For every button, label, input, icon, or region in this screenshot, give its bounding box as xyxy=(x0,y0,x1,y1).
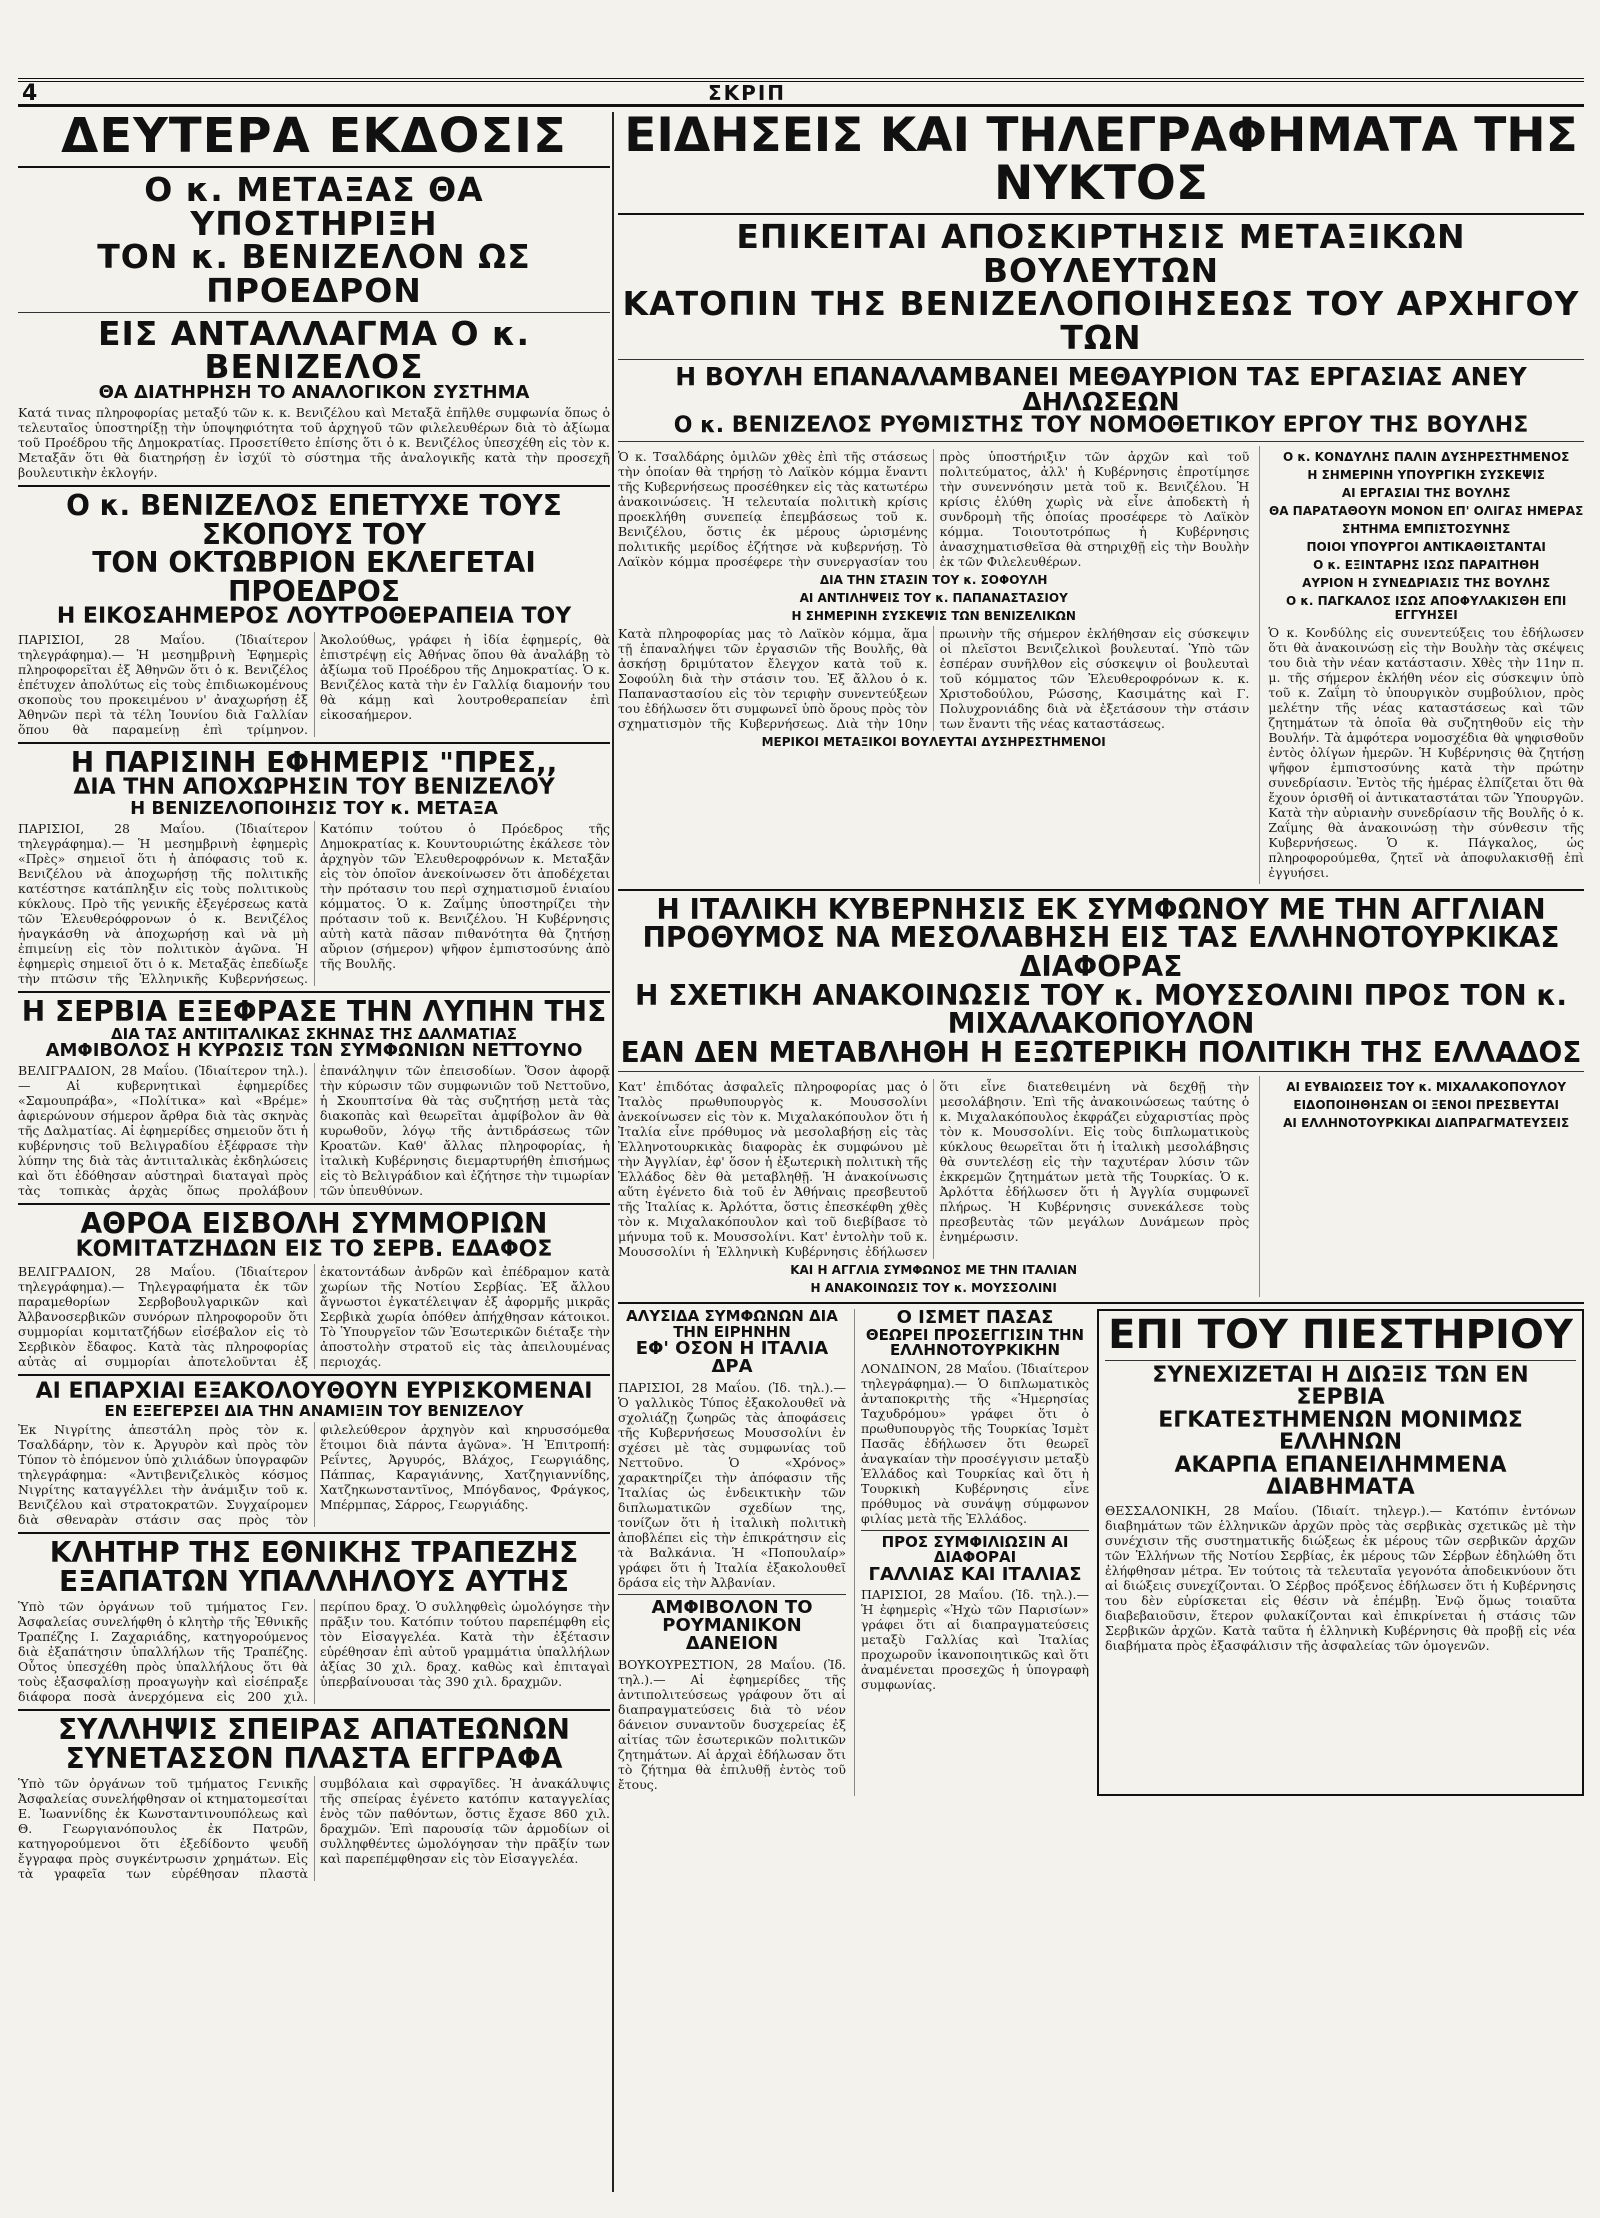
article-body: Κατ' ἐπιδότας ἀσφαλεῖς πληροφορίας μας ὁ Ἰταλὸς πρωθυπουργὸς κ. Μουσσολίνι ἀνεκοίνωσεν εἰς τὸν κ. Μιχαλακόπουλον ὅτι ἡ Ἰταλία εἶνε πρόθυμος νὰ μεσολαβήσῃ εἰς τὰς Ἑλληνοτουρκικὰς διαφορὰς ἐκ συμφώνου μὲ τὴν Ἀγγλίαν, ἐφ' ὅσον ἡ ἐξωτερικὴ πολιτικὴ τῆς Ἑλλάδος δὲν θὰ μεταβληθῇ. Ἡ ἀνακοίνωσις αὕτη ἐγένετο διὰ τοῦ ἐν Ἀθήναις πρεσβευτοῦ τῆς Ἰταλίας κ. Ἀρλόττα, ὅστις ἐπεσκέφθη χθὲς τὸν κ. Μιχαλακόπουλον καὶ τοῦ διεβίβασε τὸ μήνυμα τοῦ κ. Μουσσολίνι. Κατ' ἐντολὴν τοῦ κ. Μουσσολίνι ἡ Ἑλληνικὴ Κυβέρνησις ἐδήλωσεν ὅτι εἶνε διατεθειμένη νὰ δεχθῇ τὴν μεσολάβησιν. Ἐπὶ τῆς ἀνακοινώσεως ταύτης ὁ κ. Μιχαλακόπουλος ἐκφράζει εὐχαριστίας πρὸς τὸν κ. Μουσσολίνι. Εἰς τοὺς διπλωματικοὺς κύκλους θεωρεῖται ὅτι ἡ ἰταλικὴ μεσολάβησις θὰ συντελέσῃ εἰς τὴν ταχυτέραν λύσιν τῶν ἐκκρεμῶν ζητημάτων μετὰ τῆς Τουρκίας. Ὁ κ. Ἀρλόττα ἐδήλωσεν ὅτι ἡ Ἀγγλία συμφωνεῖ πλήρως. Ἡ Κυβέρνησις συνεκάλεσε τοὺς πρεσβευτὰς τῶν μεγάλων Δυνάμεων πρὸς ἐνημέρωσιν. xyxy=(618,1079,1250,1260)
article-headline: ΕΙΣ ΑΝΤΑΛΛΑΓΜΑ Ο κ. ΒΕΝΙΖΕΛΟΣ xyxy=(97,313,531,387)
article-headline: ΚΛΗΤΗΡ ΤΗΣ ΕΘΝΙΚΗΣ ΤΡΑΠΕΖΗΣ xyxy=(49,1536,579,1570)
article-subheadline: ΕΝ ΕΞΕΓΕΡΣΕΙ ΔΙΑ ΤΗΝ ΑΝΑΜΙΞΙΝ ΤΟΥ ΒΕΝΙΖΕΛΟΥ xyxy=(104,1401,524,1420)
section-subheading: Ο κ. ΚΟΝΔΥΛΗΣ ΠΑΛΙΝ ΔΥΣΗΡΕΣΤΗΜΕΝΟΣ xyxy=(1282,449,1570,464)
article-headline: ΑΙ ΕΠΑΡΧΙΑΙ ΕΞΑΚΟΛΟΥΘΟΥΝ ΕΥΡΙΣΚΟΜΕΝΑΙ xyxy=(35,1379,593,1405)
article-headline: Η ΣΧΕΤΙΚΗ ΑΝΑΚΟΙΝΩΣΙΣ ΤΟΥ κ. ΜΟΥΣΣΟΛΙΝΙ ΠΡΟΣ ΤΟΝ κ. ΜΙΧΑΛΑΚΟΠΟΥΛΟΝ xyxy=(635,978,1567,1041)
article-body: ΠΑΡΙΣΙΟΙ, 28 Μαΐου. (Ἰδ. τηλ.).— Ὁ γαλλικὸς Τύπος ἐξακολουθεῖ νὰ σχολιάζῃ ζωηρῶς τὰς ἀποφάσεις τῆς Κυβερνήσεως Μουσσολίνι ἐν σχέσει μὲ τὰς συμφωνίας τοῦ Νεττοῦνο. Ὁ «Χρόνος» χαρακτηρίζει τὴν ἀπόφασιν τῆς Ἰταλίας ὡς ἐνδεικτικὴν τῶν διπλωματικῶν σχεδίων της, τονίζων ὅτι ἡ ἰταλικὴ πολιτικὴ ἀποβλέπει εἰς τὴν ἐπικράτησιν εἰς τὰ Βαλκάνια. Ἡ «Ποπουλαίρ» γράφει ὅτι ἡ Ἰταλία ἐξακολουθεῖ δράσα εἰς τὴν Ἀλβανίαν. xyxy=(618,1379,846,1590)
article-subheadline: ΕΞΑΠΑΤΩΝ ΥΠΑΛΛΗΛΟΥΣ ΑΥΤΗΣ xyxy=(58,1564,570,1598)
article-headline: ΑΘΡΟΑ ΕΙΣΒΟΛΗ ΣΥΜΜΟΡΙΩΝ xyxy=(80,1207,548,1241)
article-subheadline: Η ΕΙΚΟΣΑΗΜΕΡΟΣ ΛΟΥΤΡΟΘΕΡΑΠΕΙΑ ΤΟΥ xyxy=(56,604,572,630)
section-subheading: ΕΙΔΟΠΟΙΗΘΗΣΑΝ ΟΙ ΞΕΝΟΙ ΠΡΕΣΒΕΥΤΑΙ xyxy=(1293,1098,1559,1113)
section-subheading: ΠΟΙΟΙ ΥΠΟΥΡΓΟΙ ΑΝΤΙΚΑΘΙΣΤΑΝΤΑΙ xyxy=(1306,539,1546,554)
edition-title: ΔΕΥΤΕΡΑ ΕΚΔΟΣΙΣ xyxy=(61,108,567,164)
article-body: Ὑπὸ τῶν ὀργάνων τοῦ τμήματος Γενικῆς Ἀσφαλείας συνελήφθησαν οἱ κτηματομεσίται Ε. Ἰωαννίδης ἐκ Κωνσταντινουπόλεως καὶ Θ. Γεωργιανόπουλος ἐκ Πατρῶν, κατηγορούμενοι ὅτι ἐξεδίδοντο ψευδῆ ἔγγραφα πρὸς συγκέντρωσιν χρημάτων. Εἰς τὰ γραφεῖα των εὑρέθησαν πλαστὰ συμβόλαια καὶ σφραγῖδες. Ἡ ἀνακάλυψις τῆς σπείρας ἐγένετο κατόπιν καταγγελίας ἑνὸς τῶν παθόντων, ὅστις ἔχασε 860 χιλ. δραχμῶν. Ἐπὶ παρουσίᾳ τῶν ἀρμοδίων οἱ συλληφθέντες ὡμολόγησαν τὴν πρᾶξίν των καὶ παρεπέμφθησαν εἰς τὸν Εἰσαγγελέα. xyxy=(18,1776,610,1882)
left-column xyxy=(18,108,610,1885)
article-body: Ὁ κ. Τσαλδάρης ὁμιλῶν χθὲς ἐπὶ τῆς στάσεως τὴν ὁποίαν θὰ τηρήσῃ τὸ Λαϊκὸν κόμμα ἔναντι τῆς Κυβερνήσεως προσέθηκεν εἰς τὰς κατωτέρω ἀνακοινώσεις. Ἡ τελευταία πολιτικὴ κρίσις προεκλήθη συνεπείᾳ ἐπεμβάσεως τοῦ κ. Βενιζέλου, ὅστις ἐκ μέρους ὡρισμένης πολιτικῆς μερίδος ἐζήτησε νὰ κυβερνήσῃ. Τὸ Λαϊκὸν κόμμα προσέφερε τὴν συνεργασίαν του πρὸς ὑποστήριξιν τῶν ἀρχῶν καὶ τοῦ πολιτεύματος, ἀλλ' ἡ Κυβέρνησις ἐπροτίμησε τὴν συνεννόησιν μετὰ τοῦ κ. Βενιζέλου. Ἡ κρίσις ἐλύθη χωρὶς νὰ εἶνε ἀποδεκτὴ ἡ συνδρομὴ τῆς ὁποίας προσέφερε τὸ Λαϊκὸν κόμμα. Τοιουτοτρόπως ἡ Κυβέρνησις ἀνασχηματισθεῖσα θὰ στηριχθῇ εἰς τὴν Βουλὴν ἐκ τῶν Φιλελευθέρων. xyxy=(618,448,1250,569)
section-subheading: ΘΑ ΠΑΡΑΤΑΘΟΥΝ ΜΟΝΟΝ ΕΠ' ΟΛΙΓΑΣ ΗΜΕΡΑΣ xyxy=(1269,503,1584,518)
article-subheadline: ΕΓΚΑΤΕΣΤΗΜΕΝΩΝ ΜΟΝΙΜΩΣ ΕΛΛΗΝΩΝ xyxy=(1158,1407,1523,1456)
article-body: ΛΟΝΔΙΝΟΝ, 28 Μαΐου. (Ἰδιαίτερον τηλεγράφημα).— Ὁ διπλωματικὸς ἀνταποκριτὴς τῆς «Ἡμερησίας Ταχυδρόμου» γράφει ὅτι ὁ πρωθυπουργὸς τῆς Τουρκίας Ἰσμὲτ Πασᾶς ἐδήλωσεν ὅτι θεωρεῖ ἀναγκαίαν τὴν προσέγγισιν μεταξὺ Ἑλλάδος καὶ Τουρκίας καὶ ὅτι ἡ Τουρκικὴ Κυβέρνησις εἶνε πρόθυμος νὰ συνάψῃ σύμφωνον φιλίας μετὰ τῆς Ἑλλάδος. xyxy=(861,1361,1089,1527)
article-headline: Ο κ. ΜΕΤΑΞΑΣ ΘΑ ΥΠΟΣΤΗΡΙΞΗ xyxy=(144,169,484,243)
bottom-left-block xyxy=(618,1309,1089,1795)
section-banner: ΕΙΔΗΣΕΙΣ ΚΑΙ ΤΗΛΕΓΡΑΦΗΜΑΤΑ ΤΗΣ ΝΥΚΤΟΣ xyxy=(624,108,1578,211)
article-headline: ΣΥΛΛΗΨΙΣ ΣΠΕΙΡΑΣ ΑΠΑΤΕΩΝΩΝ xyxy=(58,1713,570,1747)
article-headline: ΚΑΤΟΠΙΝ ΤΗΣ ΒΕΝΙΖΕΛΟΠΟΙΗΣΕΩΣ ΤΟΥ ΑΡΧΗΓΟΥ ΤΩΝ xyxy=(622,284,1580,357)
article-subheadline: ΚΟΜΙΤΑΤΖΗΔΩΝ ΕΙΣ ΤΟ ΣΕΡΒ. ΕΔΑΦΟΣ xyxy=(75,1236,553,1262)
article-headline: Ο κ. ΒΕΝΙΖΕΛΟΣ ΕΠΕΤΥΧΕ ΤΟΥΣ ΣΚΟΠΟΥΣ ΤΟΥ xyxy=(66,489,562,551)
section-subheading: ΑΙ ΕΛΛΗΝΟΤΟΥΡΚΙΚΑΙ ΔΙΑΠΡΑΓΜΑΤΕΥΣΕΙΣ xyxy=(1283,1116,1570,1131)
article-headline: ΠΡΟΘΥΜΟΣ ΝΑ ΜΕΣΟΛΑΒΗΣΗ ΕΙΣ ΤΑΣ ΕΛΛΗΝΟΤΟΥΡΚΙΚΑΣ ΔΙΑΦΟΡΑΣ xyxy=(642,921,1560,984)
article-headline: ΤΟΝ ΟΚΤΩΒΡΙΟΝ ΕΚΛΕΓΕΤΑΙ ΠΡΟΕΔΡΟΣ xyxy=(92,546,536,608)
section-subheading: ΑΙ ΕΡΓΑΣΙΑΙ ΤΗΣ ΒΟΥΛΗΣ xyxy=(1341,485,1511,500)
section-subheading: Ο κ. ΠΑΓΚΑΛΟΣ ΙΣΩΣ ΑΠΟΦΥΛΑΚΙΣΘΗ ΕΠΙ ΕΓΓΥΗΣΕΙ xyxy=(1285,593,1567,622)
article-subheadline: ΣΥΝΕΤΑΣΣΟΝ ΠΛΑΣΤΑ ΕΓΓΡΑΦΑ xyxy=(65,1741,563,1775)
section-subheading: ΚΑΙ Η ΑΓΓΛΙΑ ΣΥΜΦΩΝΟΣ ΜΕ ΤΗΝ ΙΤΑΛΙΑΝ xyxy=(790,1263,1078,1278)
article-subheadline: Η ΒΟΥΛΗ ΕΠΑΝΑΛΑΜΒΑΝΕΙ ΜΕΘΑΥΡΙΟΝ ΤΑΣ ΕΡΓΑΣΙΑΣ ΑΝΕΥ ΔΗΛΩΣΕΩΝ xyxy=(675,361,1527,416)
article-subheadline: ΣΥΝΕΧΙΖΕΤΑΙ Η ΔΙΩΞΙΣ ΤΩΝ ΕΝ ΣΕΡΒΙΑ xyxy=(1152,1363,1529,1411)
section-subheading: Ο κ. ΕΞΙΝΤΑΡΗΣ ΙΣΩΣ ΠΑΡΑΙΤΗΘΗ xyxy=(1313,557,1540,572)
press-box xyxy=(1097,1309,1584,1795)
article-body: ΠΑΡΙΣΙΟΙ, 28 Μαΐου. (Ἰδιαίτερον τηλεγράφημα).— Ἡ μεσημβρινὴ ἐφημερὶς «Πρὲς» σημειοῖ ὅτι ἡ ἀπόφασις τοῦ κ. Βενιζέλου νὰ ἀποχωρήσῃ τῆς πολιτικῆς κατέστησε κατάπληξιν εἰς τοὺς πολιτικοὺς κύκλους. Πρὸ τῆς γενικῆς ἐξεγέρσεως κατὰ τῶν Ἐλευθερόφρονων ὁ κ. Βενιζέλος ἠναγκάσθη νὰ ἀποχωρήσῃ καὶ νὰ μὴ ἐπιμείνῃ εἰς τὸν πολιτικὸν ἀγῶνα. Ἡ ἐφημερὶς σημειοῖ ὅτι ὁ κ. Μεταξᾶς ἐπεδίωξε τὴν πτῶσιν τῆς Ἑλληνικῆς Κυβερνήσεως. Κατόπιν τούτου ὁ Πρόεδρος τῆς Δημοκρατίας κ. Κουντουριώτης ἐκάλεσε τὸν ἀρχηγὸν τῶν Ἐλευθεροφρόνων κ. Μεταξᾶν εἰς τὸν ὁποῖον ἀνεκοίνωσεν ὅτι ἀποδέχεται τὴν πρότασιν του περὶ σχηματισμοῦ ἑνιαίου κόμματος. Ὁ κ. Ζαΐμης ὑποστηρίζει τὴν πρότασιν τοῦ κ. Βενιζέλου. Ἡ Κυβέρνησις αὐτὴ κατὰ πᾶσαν πιθανότητα θὰ ζητήσῃ αὔριον (σήμερον) ψῆφον ἐμπιστοσύνης ἀπὸ τῆς Βουλῆς. xyxy=(18,821,610,987)
article-headline: ΤΟΝ κ. ΒΕΝΙΖΕΛΟΝ ΩΣ ΠΡΟΕΔΡΟΝ xyxy=(97,237,531,310)
article-headline: ΑΜΦΙΒΟΛΟΝ ΤΟ ΡΟΥΜΑΝΙΚΟΝ ΔΑΝΕΙΟΝ xyxy=(651,1596,813,1655)
article-body: Ὑπὸ τῶν ὀργάνων τοῦ τμήματος Γεν. Ἀσφαλείας συνελήφθη ὁ κλητὴρ τῆς Ἐθνικῆς Τραπέζης Ι. Ζαχαριάδης, κατηγορούμενος διὰ ἐξαπάτησιν ὑπαλλήλων τῆς Τραπέζης. Οὗτος ὑπεσχέθη πρὸς ὑπαλλήλους ὅτι θὰ τοὺς ἐξασφαλίσῃ προαγωγὴν καὶ εἰσέπραξε διάφορα ποσὰ ἀνερχόμενα εἰς 200 χιλ. περίπου δραχ. Ὁ συλληφθεὶς ὡμολόγησε τὴν πρᾶξιν του. Κατόπιν τούτου παρεπέμφθη εἰς τὸν Εἰσαγγελέα. Κατὰ τὴν ἐξέτασιν εὑρέθησαν ἐπὶ αὐτοῦ γραμμάτια ὑπαλλήλων ἀξίας 30 χιλ. δραχ. καθὼς καὶ ἐπιταγαὶ ὑπερβαίνουσαι τὰς 390 χιλ. δραχμῶν. xyxy=(18,1599,610,1705)
italy-article-main xyxy=(618,1076,1249,1297)
section-subheading: ΜΕΡΙΚΟΙ ΜΕΤΑΞΙΚΟΙ ΒΟΥΛΕΥΤΑΙ ΔΥΣΗΡΕΣΤΗΜΕΝΟΙ xyxy=(761,734,1106,749)
masthead xyxy=(18,78,1584,107)
article-subheadline: Η ΒΕΝΙΖΕΛΟΠΟΙΗΣΙΣ ΤΟΥ κ. ΜΕΤΑΞΑ xyxy=(130,797,498,819)
article-subheadline: ΑΚΑΡΠΑ ΕΠΑΝΕΙΛΗΜΜΕΝΑ ΔΙΑΒΗΜΑΤΑ xyxy=(1174,1452,1507,1501)
right-column xyxy=(618,108,1584,1796)
article-headline: Η ΙΤΑΛΙΚΗ ΚΥΒΕΡΝΗΣΙΣ ΕΚ ΣΥΜΦΩΝΟΥ ΜΕ ΤΗΝ ΑΓΓΛΙΑΝ xyxy=(656,892,1546,926)
section-subheading: Η ΑΝΑΚΟΙΝΩΣΙΣ ΤΟΥ κ. ΜΟΥΣΣΟΛΙΝΙ xyxy=(810,1281,1057,1296)
article-subheadline: ΔΙΑ ΤΗΝ ΑΠΟΧΩΡΗΣΙΝ ΤΟΥ ΒΕΝΙΖΕΛΟΥ xyxy=(73,775,555,801)
article-subheadline: ΑΜΦΙΒΟΛΟΣ Η ΚΥΡΩΣΙΣ ΤΩΝ ΣΥΜΦΩΝΙΩΝ ΝΕΤΤΟΥΝΟ xyxy=(45,1040,583,1062)
news-item xyxy=(854,1309,1089,1795)
article-subheadline: ΘΑ ΔΙΑΤΗΡΗΣΗ ΤΟ ΑΝΑΛΟΓΙΚΟΝ ΣΥΣΤΗΜΑ xyxy=(98,381,530,403)
article-body: ΠΑΡΙΣΙΟΙ, 28 Μαΐου. (Ἰδ. τηλ.).— Ἡ ἐφημερὶς «Ἠχὼ τῶν Παρισίων» γράφει ὅτι αἱ διαπραγματεύσεις μεταξὺ Γαλλίας καὶ Ἰταλίας προχωροῦν ἱκανοποιητικῶς καὶ ὅτι ἀναμένεται προσεχῶς ἡ ὑπογραφὴ συμφωνίας. xyxy=(861,1587,1089,1693)
section-subheading: ΑΙ ΕΥΒΑΙΩΣΕΙΣ ΤΟΥ κ. ΜΙΧΑΛΑΚΟΠΟΥΛΟΥ xyxy=(1286,1080,1567,1095)
section-subheading: Η ΣΗΜΕΡΙΝΗ ΣΥΣΚΕΨΙΣ ΤΩΝ ΒΕΝΙΖΕΛΙΚΩΝ xyxy=(791,608,1076,623)
section-subheading: Η ΣΗΜΕΡΙΝΗ ΥΠΟΥΡΓΙΚΗ ΣΥΣΚΕΨΙΣ xyxy=(1307,467,1545,482)
article-body: Κατὰ πληροφορίας μας τὸ Λαϊκὸν κόμμα, ἅμα τῇ ἐπαναλήψει τῶν ἐργασιῶν τῆς Βουλῆς, θὰ ἀσκήσῃ δριμύτατον ἔλεγχον κατὰ τοῦ κ. Σοφούλη διὰ τὴν στάσιν του. Ἐξ ἄλλου ὁ κ. Παπαναστασίου εἰς τὸν τεριφὴν συνεντεύξεων του ἐδήλωσεν ὅτι συμφωνεῖ ὑπὸ ὅρους πρὸς τὸν σχηματισμὸν τῆς Κυβερνήσεως. Διὰ τὴν 10ην πρωινὴν τῆς σήμερον ἐκλήθησαν εἰς σύσκεψιν οἱ πλεῖστοι Βενιζελικοὶ βουλευταί. Ὑπὸ τῶν ἐσπέραν συνῆλθον εἰς σύσκεψιν οἱ βουλευταὶ τοῦ κόμματος τῶν Ἐλευθεροφρόνων κ. κ. Χριστοδούλου, Ρώσσης, Κασιμάτης καὶ Γ. Πολυχρονιάδης διὰ νὰ ἐξετάσουν τὴν στάσιν των ἔναντι τῆς νέας καταστάσεως. xyxy=(618,625,1250,731)
italy-article-block xyxy=(618,1076,1584,1297)
article-body: ΘΕΣΣΑΛΟΝΙΚΗ, 28 Μαΐου. (Ἰδιαίτ. τηλεγρ.).— Κατόπιν ἐντόνων διαβημάτων τῶν ἑλληνικῶν ἀρχῶν πρὸς τὰς σερβικὰς σχετικῶς μὲ τὴν συνέχισιν τῆς συστηματικῆς διώξεως ἐκ μέρους τῶν σερβικῶν ἀρχῶν τῶν Ἑλλήνων τῆς Νοτίου Σερβίας, ἐκ μέρους τῶν Σέρβων ἐδηλώθη ὅτι ἐλήφθησαν μέτρα. Ἐν τούτοις τὰ τελευταῖα γεγονότα ἀποδεικνύουν ὅτι αἱ διώξεις συνεχίζονται. Ὁ Σέρβος πρόξενος ἐδήλωσεν ὅτι ἡ Κυβέρνησις του δὲν εὑρίσκεται εἰς θέσιν νὰ ἐπέμβῃ. Ἐνῷ ὅμως τοιαῦτα διαβεβαιοῦσιν, ἕτερον φυλακίζονται καὶ ἐπικρίνεται ἡ στάσις τῶν Σερβικῶν ἀρχῶν. Κατὰ ταῦτα ἡ ἑλληνικὴ Κυβέρνησις θὰ προβῇ εἰς νέα διαβήματα πρὸς ἐξασφάλισιν τῆς ἀσφαλείας τῶν ὁμογενῶν. xyxy=(1105,1502,1576,1653)
article-headline: ΑΛΥΣΙΔΑ ΣΥΜΦΩΝΩΝ ΔΙΑ ΤΗΝ ΕΙΡΗΝΗΝ xyxy=(626,1307,838,1341)
article-subheadline: Ο κ. ΒΕΝΙΖΕΛΟΣ ΡΥΘΜΙΣΤΗΣ ΤΟΥ ΝΟΜΟΘΕΤΙΚΟΥ ΕΡΓΟΥ ΤΗΣ ΒΟΥΛΗΣ xyxy=(673,412,1529,438)
article-headline: ΕΠΙΚΕΙΤΑΙ ΑΠΟΣΚΙΡΤΗΣΙΣ ΜΕΤΑΞΙΚΩΝ ΒΟΥΛΕΥΤΩΝ xyxy=(736,216,1466,290)
section-subheading: ΔΙΑ ΤΗΝ ΣΤΑΣΙΝ ΤΟΥ κ. ΣΟΦΟΥΛΗ xyxy=(819,572,1048,587)
column-divider xyxy=(612,112,614,2192)
news-item xyxy=(618,1309,846,1795)
article-headline: ΕΑΝ ΔΕΝ ΜΕΤΑΒΛΗΘΗ Η ΕΞΩΤΕΡΙΚΗ ΠΟΛΙΤΙΚΗ ΤΗΣ ΕΛΛΑΔΟΣ xyxy=(620,1035,1582,1069)
article-headline: ΠΡΟΣ ΣΥΜΦΙΛΙΩΣΙΝ ΑΙ ΔΙΑΦΟΡΑΙ xyxy=(881,1533,1069,1567)
article-subheadline: ΓΑΛΛΙΑΣ ΚΑΙ ΙΤΑΛΙΑΣ xyxy=(868,1563,1082,1585)
italy-article-side xyxy=(1259,1076,1584,1297)
article-body: Ὁ κ. Κονδύλης εἰς συνεντεύξεις του ἐδήλωσεν ὅτι θὰ ἀνακοινώσῃ εἰς τὴν Βουλὴν τὰς σκέψεις του διὰ τὴν νέαν κατάστασιν. Χθὲς τὴν 11ην π. μ. τῆς σήμερον ἐκλήθη νέον εἰς σύσκεψιν ὑπὸ τοῦ κ. Ζαΐμη τὸ ὑπουργικὸν συμβούλιον, πρὸς μελέτην τῆς νέας καταστάσεως καὶ τῶν ζητημάτων τὰ ὁποῖα θὰ συζητηθοῦν εἰς τὴν Βουλήν. Τὰ ἀμφότερα νομοσχέδια θὰ ψηφισθοῦν ἐντὸς ὀλίγων ἡμερῶν. Ἡ Κυβέρνησις θὰ ζητήσῃ ψῆφον ἐμπιστοσύνης κατὰ τὴν πρώτην συνεδρίασιν. Ἐντὸς τῆς ἡμέρας ἐλπίζεται ὅτι θὰ ἔχουν ὁρισθῆ οἱ ἀντικαταστάται τῶν Ὑπουργῶν. Κατὰ τὴν αὐριανὴν συνεδρίασιν τῆς Βουλῆς ὁ κ. Ζαΐμης θὰ ἀνακοινώσῃ τὴν σύνθεσιν τῆς Κυβερνήσεως. Ὁ κ. Πάγκαλος, ὡς πληροφορούμεθα, ζητεῖ νὰ ἀποφυλακισθῇ ἐπὶ ἐγγυήσει. xyxy=(1268,624,1584,880)
night-news-left xyxy=(618,446,1249,884)
paper-name: ΣΚΡΙΠ xyxy=(708,81,786,105)
section-subheading: ΑΙ ΑΝΤΙΛΗΨΕΙΣ ΤΟΥ κ. ΠΑΠΑΝΑΣΤΑΣΙΟΥ xyxy=(799,590,1068,605)
page-number: 4 xyxy=(22,80,38,106)
night-news-block xyxy=(618,446,1584,884)
article-subheadline: ΕΦ' ΟΣΟΝ Η ΙΤΑΛΙΑ ΔΡΑ xyxy=(635,1337,829,1378)
section-subheading: ΣΗΤΗΜΑ ΕΜΠΙΣΤΟΣΥΝΗΣ xyxy=(1342,521,1511,536)
article-headline: Η ΠΑΡΙΣΙΝΗ ΕΦΗΜΕΡΙΣ "ΠΡΕΣ,, xyxy=(70,745,558,779)
bottom-news-pair xyxy=(618,1309,1089,1795)
article-body: ΠΑΡΙΣΙΟΙ, 28 Μαΐου. (Ἰδιαίτερον τηλεγράφημα).— Ἡ μεσημβρινὴ Ἐφημερὶς πληροφορεῖται ἐξ Ἀθηνῶν ὅτι ὁ κ. Βενιζέλος ἐπέτυχεν ἀπολύτως εἰς τοὺς ἐπιδιωκομένους σκοποὺς του προκειμένου ν' ἀναχωρήσῃ ἐξ Ἀθηνῶν περὶ τὰ τέλη Ἰουνίου διὰ Γαλλίαν ὅπου θὰ παραμείνῃ ἐπὶ τρίμηνον. Ἀκολούθως, γράφει ἡ ἰδία ἐφημερίς, θὰ ἐπιστρέψῃ εἰς Ἀθήνας ὅπου θὰ ἀναλάβῃ τὸ ἀξίωμα τοῦ Προέδρου τῆς Δημοκρατίας. Ὁ κ. Βενιζέλος κατὰ τὴν ἐν Γαλλίᾳ διαμονήν του θὰ κάμῃ καὶ λουτροθεραπείαν ἐπὶ εἰκοσαήμερον. xyxy=(18,631,610,737)
article-body: ΒΕΛΙΓΡΑΔΙΟΝ, 28 Μαΐου. (Ἰδιαίτερον τηλεγράφημα).— Τηλεγραφήματα ἐκ τῶν παραμεθορίων Σερβοβουλγαρικῶν καὶ Ἀλβανοσερβικῶν συνόρων πληροφοροῦν ὅτι συμμορίαι κομιτατζήδων εἰσέβαλον εἰς τὸ Σερβικὸν ἔδαφος. Κατὰ τὰς πληροφορίας αὐτὰς αἱ συμμορίαι ἀποτελοῦνται ἐξ ἑκατοντάδων ἀνδρῶν καὶ ἐπέδραμον κατὰ χωρίων τῆς Νοτίου Σερβίας. Ἐξ ἄλλου ἄγνωστοι ἐγκατέλειψαν ἐξ ἀφορμῆς μικρᾶς Σερβικὰ χωρία ὁπόθεν ἀπήχθησαν κάτοικοι. Τὸ Ὑπουργεῖον τῶν Ἐσωτερικῶν διέταξε τὴν ἀποστολὴν στρατοῦ εἰς τὰς ἀπειλουμένας περιοχάς. xyxy=(18,1264,610,1370)
article-subheadline: ΘΕΩΡΕΙ ΠΡΟΣΕΓΓΙΣΙΝ ΤΗΝ ΕΛΛΗΝΟΤΟΥΡΚΙΚΗΝ xyxy=(865,1325,1085,1359)
bottom-section xyxy=(618,1309,1584,1795)
article-body: ΒΟΥΚΟΥΡΕΣΤΙΟΝ, 28 Μαΐου. (Ἰδ. τηλ.).— Αἱ ἐφημερίδες τῆς ἀντιπολιτεύσεως γράφουν ὅτι αἱ διαπραγματεύσεις διὰ τὸ νέον δάνειον συναντοῦν δυσχερείας ἐξ αἰτίας τῶν ἐσωτερικῶν πολιτικῶν ζητημάτων. Αἱ ἀρχαὶ ἐδήλωσαν ὅτι τὸ ζήτημα θὰ ἐπιλυθῇ ἐντὸς τοῦ ἔτους. xyxy=(618,1656,846,1792)
article-body: Κατά τινας πληροφορίας μεταξύ τῶν κ. κ. Βενιζέλου καὶ Μεταξᾶ ἐπῆλθε συμφωνία ὅπως ὁ τελευταῖος ὑποστηρίξῃ τὴν ὑποψηφιότητα τοῦ ἀρχηγοῦ τῶν φιλελευθέρων διὰ τὸ ἀξίωμα τοῦ Προέδρου τῆς Δημοκρατίας. Προσετίθετο ἐπίσης ὅτι ὁ κ. Βενιζέλος ὑπεσχέθη εἰς τὸν κ. Μεταξᾶν ὅτι θὰ διατηρήσῃ ἐν ἰσχύϊ τὸ σύστημα τῆς ἀναλογικῆς κατὰ τὴν προσεχῆ βουλευτικὴν ἐκλογήν. xyxy=(18,405,610,481)
article-body: Ἐκ Νιγρίτης ἀπεστάλη πρὸς τὸν κ. Τσαλδάρην, τὸν κ. Ἀργυρὸν καὶ πρὸς τὸν Τύπον τὸ ἑπόμενον ὑπὸ χιλιάδων ὑπογραφῶν τηλεγράφημα: «Ἀντιβενιζελικὸς κόσμος Νιγρίτης καταγγέλλει τὴν ἀνάμιξιν τοῦ κ. Βενιζέλου καὶ στρατοκρατῶν. Συγχαίρομεν διὰ σθεναρὰν στάσιν σας πρὸς τὸν φιλελεύθερον ἀρχηγὸν καὶ κηρυσσόμεθα ἕτοιμοι διὰ πάντα ἀγῶνα». Ἡ Ἐπιτροπή: Ρεΐντες, Ἀργυρός, Βλάχος, Γεωργιάδης, Πάππας, Καραγιάννης, Χατζηγιαννίδης, Χατζηκωνσταντῖνος, Μπόγδανος, Φράγκος, Μπέρμπας, Σάρρος, Γεωργιάδης. xyxy=(18,1422,610,1528)
article-headline: Ο ΙΣΜΕΤ ΠΑΣΑΣ xyxy=(896,1307,1054,1329)
night-news-right xyxy=(1259,446,1584,884)
article-body: ΒΕΛΙΓΡΑΔΙΟΝ, 28 Μαΐου. (Ἰδιαίτερον τηλ.).— Αἱ κυβερνητικαὶ ἐφημερίδες «Σαμουπράβα», «Πολίτικα» καὶ «Βρέμε» ἀφιερώνουν σήμερον ἄρθρα διὰ τὰς σκηνὰς τῆς Δαλματίας. Αἱ ἐφημερίδες σημειοῦν ὅτι ἡ κυβέρνησις τοῦ Βελιγραδίου ἐξέφρασε τὴν λύπην της διὰ τὰς ἀντιιταλικὰς ἐκδηλώσεις καὶ ὅτι ἐδόθησαν αὐστηραὶ διαταγαὶ πρὸς τὰς τοπικὰς ἀρχὰς ὅπως προλάβουν ἐπανάληψιν τῶν ἐπεισοδίων. Ὅσον ἀφορᾷ τὴν κύρωσιν τῶν συμφωνιῶν τοῦ Νεττοῦνο, ἡ Σκουπτσίνα θὰ τὰς συζητήσῃ μετὰ τὰς διακοπὰς καὶ θεωρεῖται ἀμφίβολον ἂν θὰ κυρωθοῦν, λόγῳ τῆς ἀντιδράσεως τῶν Κροατῶν. Καθ' ἄλλας πληροφορίας, ἡ ἰταλικὴ Κυβέρνησις διεμαρτυρήθη ἐπισήμως εἰς τὸ Βελιγράδιον καὶ ἐζήτησε τὴν τιμωρίαν τῶν ὑπευθύνων. xyxy=(18,1063,610,1199)
article-subheadline: ΔΙΑ ΤΑΣ ΑΝΤΙΙΤΑΛΙΚΑΣ ΣΚΗΝΑΣ ΤΗΣ ΔΑΛΜΑΤΙΑΣ xyxy=(111,1024,517,1043)
section-subheading: ΑΥΡΙΟΝ Η ΣΥΝΕΔΡΙΑΣΙΣ ΤΗΣ ΒΟΥΛΗΣ xyxy=(1302,575,1551,590)
article-headline: Η ΣΕΡΒΙΑ ΕΞΕΦΡΑΣΕ ΤΗΝ ΛΥΠΗΝ ΤΗΣ xyxy=(21,995,607,1029)
article-headline: ΕΠΙ ΤΟΥ ΠΙΕΣΤΗΡΙΟΥ xyxy=(1108,1312,1573,1359)
